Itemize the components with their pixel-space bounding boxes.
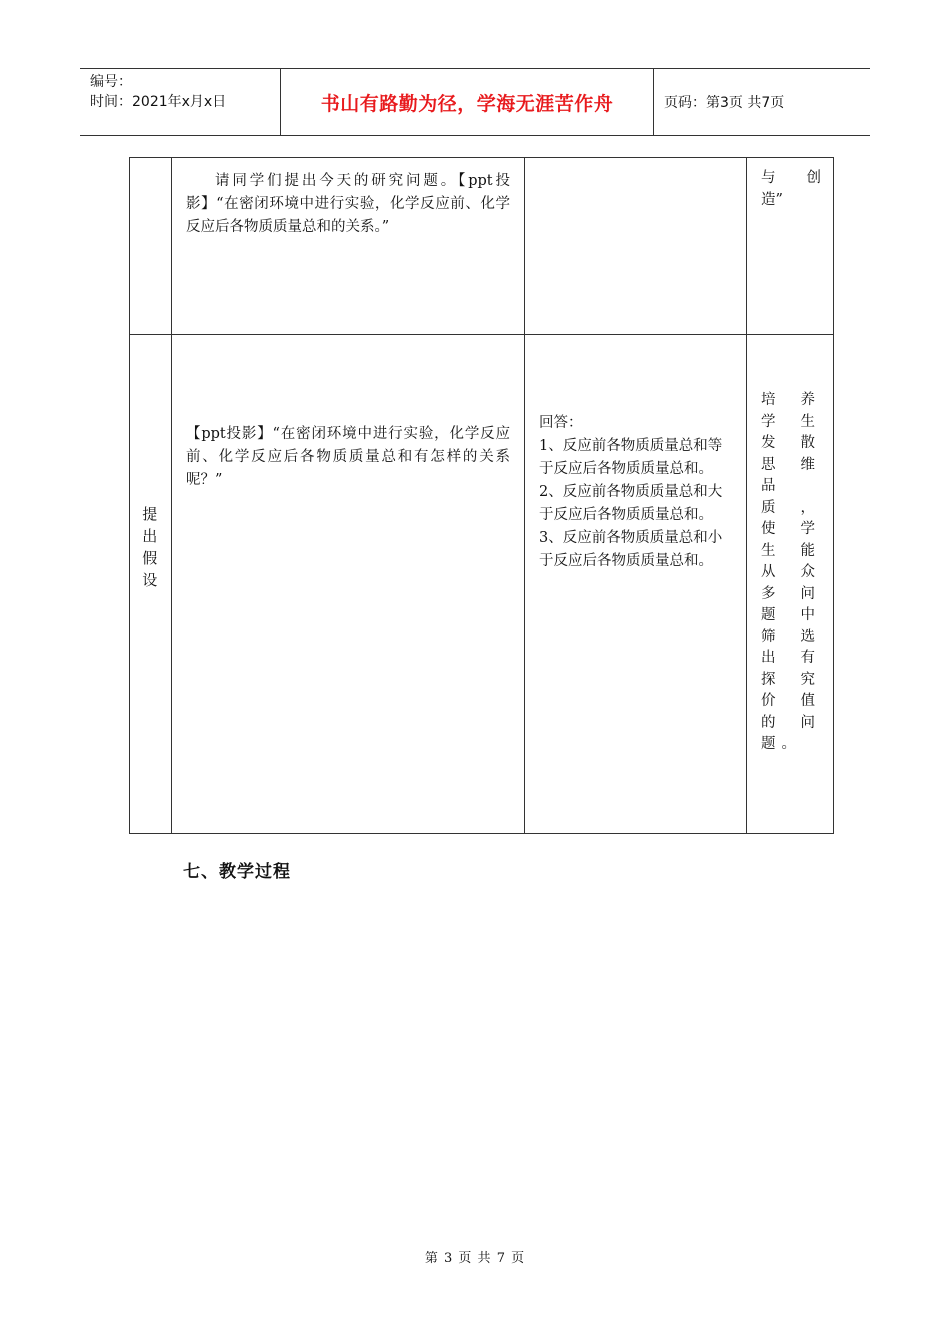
teacher-activity-cell bbox=[172, 158, 525, 335]
design-intent-cell bbox=[747, 158, 834, 335]
stage-cell bbox=[130, 335, 172, 834]
date-label: 时间：2021年x月x日 bbox=[90, 94, 227, 110]
student-activity-cell bbox=[525, 335, 747, 834]
teacher-activity-text: 【ppt投影】“在密闭环境中进行实验，化学反应前、化学反应后各物质质量总和有怎样的关系呢？” bbox=[186, 426, 510, 488]
header-meta bbox=[80, 69, 281, 135]
table-row bbox=[130, 335, 834, 834]
teacher-activity-cell bbox=[172, 335, 525, 834]
section-title: 七、教学过程 bbox=[183, 862, 291, 882]
teacher-activity-text: 请同学们提出今天的研究问题。【ppt投影】“在密闭环境中进行实验，化学反应前、化学反应后各物质质量总和的关系。” bbox=[186, 173, 510, 235]
table-row bbox=[130, 158, 834, 335]
header-page-info: 页码：第3页 共7页 bbox=[664, 95, 785, 111]
page-header bbox=[80, 68, 870, 136]
design-intent-text: 与 创 造” bbox=[761, 170, 821, 208]
design-intent-text: 培养学生发散思维品质，使学生能从众多问题中筛选出有探究价值的问题。 bbox=[761, 392, 821, 752]
design-intent-cell bbox=[747, 335, 834, 834]
serial-number-label: 编号： bbox=[90, 74, 132, 90]
header-motto: 书山有路勤为径，学海无涯苦作舟 bbox=[281, 69, 654, 135]
lesson-table bbox=[129, 157, 834, 834]
student-activity-cell bbox=[525, 158, 747, 335]
stage-label: 提出假设 bbox=[142, 505, 158, 589]
student-activity-text: 回答： 1、反应前各物质质量总和等于反应后各物质质量总和。 2、反应前各物质质量总和大于反应后各物质质量总和。 3、反应前各物质质量总和小于反应后各物质质量总和。 bbox=[539, 415, 723, 569]
page-footer: 第 3 页 共 7 页 bbox=[424, 1251, 526, 1266]
stage-cell bbox=[130, 158, 172, 335]
